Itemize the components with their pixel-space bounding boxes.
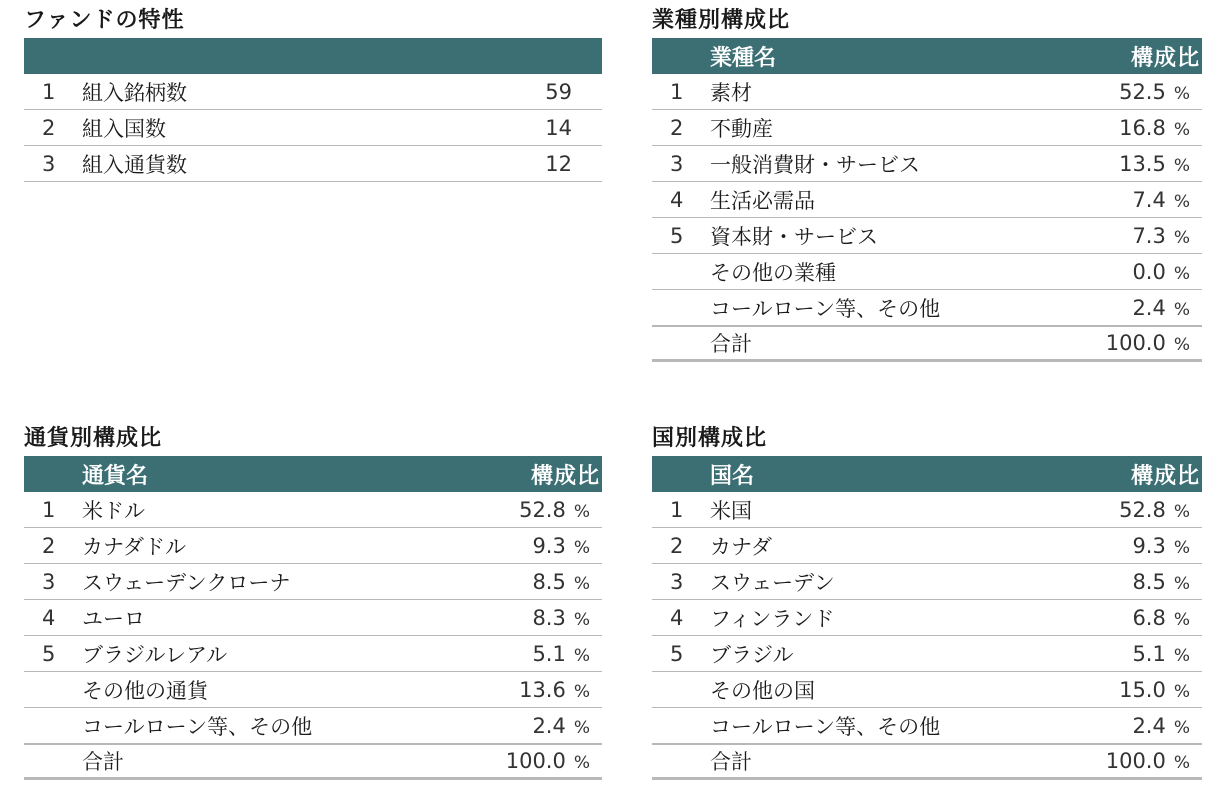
row-unit: % [573,717,590,738]
row-value: 5.1 [1132,641,1166,666]
column-header-name: 通貨名 [82,463,149,489]
row-unit: % [1173,335,1190,355]
row-label: 合計 [710,750,752,774]
row-number: 3 [42,151,56,176]
table-row [652,218,1202,254]
row-value: 100.0 [1105,331,1166,355]
row-value: 9.3 [1132,533,1166,558]
row-value: 52.8 [519,497,566,522]
row-label: その他の業種 [710,260,836,285]
row-number: 2 [670,115,684,140]
table-row [24,564,602,600]
panel-title: 国別構成比 [652,426,768,451]
row-label: 資本財・サービス [710,224,878,249]
row-value: 5.1 [532,641,566,666]
row-value: 7.4 [1132,187,1166,212]
row-unit: % [573,501,590,522]
table-row [24,146,602,182]
sector-breakdown-panel [652,6,1202,362]
row-value: 13.6 [519,677,566,702]
row-unit: % [1173,119,1190,140]
panel-title: ファンドの特性 [24,8,185,33]
row-label: その他の通貨 [82,678,208,703]
table-row [652,146,1202,182]
panel-title: 通貨別構成比 [24,426,163,451]
column-header-ratio: 構成比 [1130,463,1200,489]
row-value: 15.0 [1119,677,1166,702]
table-row [24,600,602,636]
row-unit: % [1173,501,1190,522]
row-label: コールローン等、その他 [82,714,313,739]
row-unit: % [1173,83,1190,104]
table-header [24,456,602,492]
table-row [652,290,1202,326]
country-breakdown-panel [652,424,1202,780]
table-header [652,38,1202,74]
row-unit: % [1173,537,1190,558]
row-unit: % [1173,717,1190,738]
row-label: 素材 [710,80,752,105]
row-label: コールローン等、その他 [710,714,941,739]
table-row [652,182,1202,218]
row-unit: % [573,573,590,594]
row-label: フィンランド [710,606,835,631]
row-number: 3 [670,569,684,594]
row-number: 1 [42,497,56,522]
row-value: 100.0 [1105,749,1166,773]
row-label: 合計 [710,332,752,356]
row-number: 4 [42,605,56,630]
row-number: 2 [42,115,56,140]
row-number: 4 [670,187,684,212]
row-label: コールローン等、その他 [710,296,941,321]
table-row [24,74,602,110]
row-unit: % [573,681,590,702]
row-unit: % [1173,681,1190,702]
column-header-name: 業種名 [710,45,777,71]
row-label: その他の国 [710,678,815,703]
row-unit: % [573,753,590,773]
row-label: カナダ [710,534,772,559]
total-row [652,744,1202,780]
row-value: 52.8 [1119,497,1166,522]
table-row [652,636,1202,672]
column-header-ratio: 構成比 [1130,45,1200,71]
row-value: 6.8 [1132,605,1166,630]
row-label: 組入国数 [82,116,166,141]
row-number: 1 [670,79,684,104]
table-row [24,708,602,744]
row-label: ブラジルレアル [82,642,228,667]
row-unit: % [1173,191,1190,212]
row-value: 9.3 [532,533,566,558]
table-row [652,110,1202,146]
row-value: 52.5 [1119,79,1166,104]
table-row [652,708,1202,744]
table-header [652,456,1202,492]
table-row [652,672,1202,708]
row-number: 5 [42,641,56,666]
table-row [652,74,1202,110]
table-row [652,564,1202,600]
row-value: 2.4 [1132,295,1166,320]
row-label: 組入通貨数 [82,152,187,177]
table-row [24,528,602,564]
row-label: 合計 [82,750,124,774]
row-value: 2.4 [1132,713,1166,738]
table-row [24,492,602,528]
row-unit: % [1173,753,1190,773]
row-label: 一般消費財・サービス [710,152,920,177]
row-number: 5 [670,223,684,248]
row-label: 生活必需品 [710,188,815,213]
table-header [24,38,602,74]
row-number: 2 [670,533,684,558]
row-label: スウェーデンクローナ [82,570,291,595]
row-unit: % [1173,645,1190,666]
column-header-name: 国名 [710,463,755,489]
table-row [24,636,602,672]
row-label: 組入銘柄数 [82,80,187,105]
row-value: 13.5 [1119,151,1166,176]
table-row [652,600,1202,636]
row-label: スウェーデン [710,570,835,595]
row-value: 8.5 [532,569,566,594]
row-value: 14 [545,115,572,140]
row-unit: % [1173,609,1190,630]
fund-characteristics-panel [24,6,602,182]
table-row [652,528,1202,564]
row-unit: % [573,537,590,558]
row-number: 1 [670,497,684,522]
row-value: 12 [545,151,572,176]
row-unit: % [573,645,590,666]
panel-title: 業種別構成比 [652,8,791,33]
row-value: 16.8 [1119,115,1166,140]
row-label: ユーロ [82,606,145,631]
row-unit: % [1173,263,1190,284]
row-value: 59 [545,79,572,104]
total-row [652,326,1202,362]
table-row [652,492,1202,528]
row-value: 2.4 [532,713,566,738]
row-number: 3 [670,151,684,176]
table-row [24,110,602,146]
row-value: 8.5 [1132,569,1166,594]
row-label: 米ドル [82,498,145,523]
currency-breakdown-panel [24,424,602,780]
row-unit: % [1173,155,1190,176]
table-row [24,672,602,708]
row-value: 0.0 [1132,259,1166,284]
table-row [652,254,1202,290]
row-value: 7.3 [1132,223,1166,248]
row-unit: % [1173,573,1190,594]
row-unit: % [1173,227,1190,248]
row-label: 米国 [710,498,752,523]
row-unit: % [1173,299,1190,320]
row-number: 2 [42,533,56,558]
row-number: 3 [42,569,56,594]
row-label: 不動産 [710,116,773,141]
row-label: カナダドル [82,534,186,559]
column-header-ratio: 構成比 [530,463,600,489]
row-number: 4 [670,605,684,630]
row-number: 1 [42,79,56,104]
row-value: 8.3 [532,605,566,630]
row-unit: % [573,609,590,630]
row-label: ブラジル [710,642,794,667]
row-value: 100.0 [505,749,566,773]
row-number: 5 [670,641,684,666]
total-row [24,744,602,780]
